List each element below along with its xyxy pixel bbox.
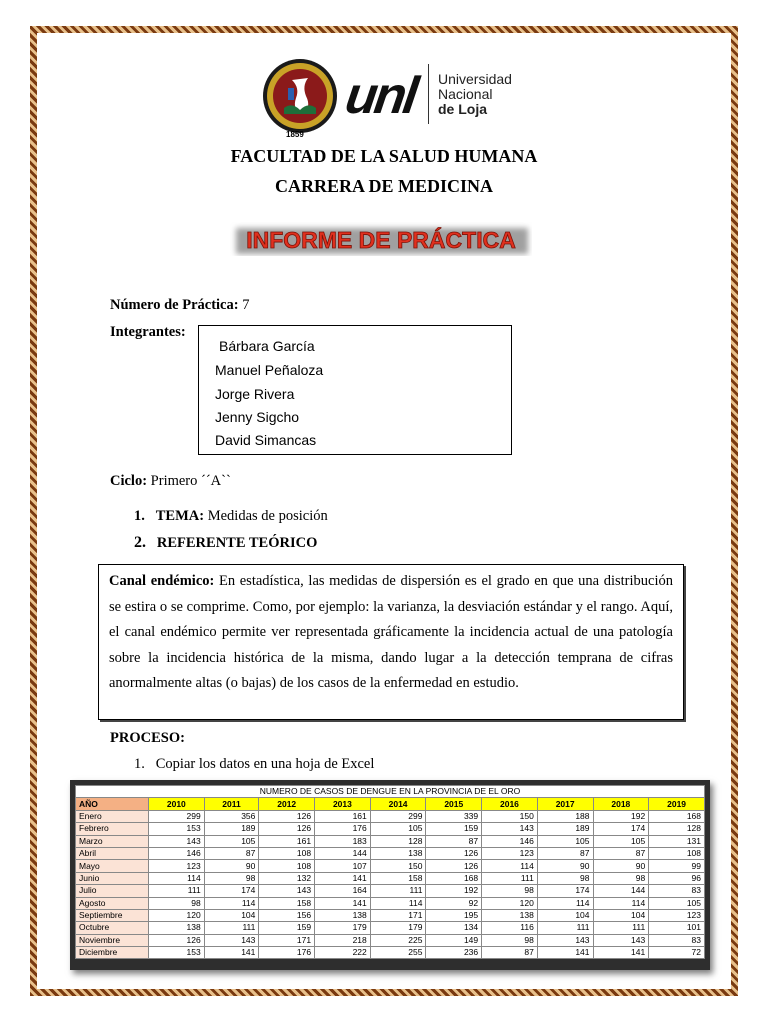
table-value-cell: 114: [537, 897, 593, 909]
table-value-cell: 116: [482, 922, 538, 934]
table-value-cell: 105: [537, 835, 593, 847]
table-value-cell: 156: [259, 909, 315, 921]
table-value-cell: 132: [259, 872, 315, 884]
dengue-cases-table: [75, 785, 705, 959]
section-theory: [134, 534, 317, 552]
table-value-cell: 90: [204, 860, 259, 872]
table-row: [76, 872, 705, 884]
table-value-cell: 153: [149, 823, 205, 835]
table-value-cell: 114: [370, 897, 426, 909]
table-value-cell: 144: [593, 885, 649, 897]
table-value-cell: 222: [315, 947, 371, 959]
table-value-cell: 104: [593, 909, 649, 921]
table-value-cell: 72: [649, 947, 705, 959]
table-value-cell: 105: [370, 823, 426, 835]
dengue-table-screenshot: [70, 780, 710, 970]
table-value-cell: 98: [149, 897, 205, 909]
university-name: [438, 72, 512, 117]
table-row: [76, 897, 705, 909]
faculty-title: FACULTAD DE LA SALUD HUMANA: [230, 146, 538, 166]
table-value-cell: 161: [315, 810, 371, 822]
theory-box: [98, 564, 684, 720]
table-value-cell: 126: [426, 860, 482, 872]
table-month-cell: Marzo: [76, 835, 149, 847]
table-value-cell: 98: [593, 872, 649, 884]
table-value-cell: 114: [482, 860, 538, 872]
table-value-cell: 141: [204, 947, 259, 959]
report-banner-text: INFORME DE PRÁCTICA: [246, 227, 516, 253]
table-header-cell: 2017: [537, 798, 593, 810]
table-value-cell: 176: [315, 823, 371, 835]
table-value-cell: 174: [537, 885, 593, 897]
theory-term: Canal endémico:: [109, 573, 215, 589]
career-title: CARRERA DE MEDICINA: [274, 176, 493, 196]
table-value-cell: 83: [649, 885, 705, 897]
process-step-text: Copiar los datos en una hoja de Excel: [155, 756, 375, 772]
table-title: NUMERO DE CASOS DE DENGUE EN LA PROVINCIA DE EL ORO: [76, 786, 705, 798]
table-header-row: [76, 798, 705, 810]
table-month-cell: Febrero: [76, 823, 149, 835]
table-value-cell: 114: [593, 897, 649, 909]
table-value-cell: 143: [537, 934, 593, 946]
table-value-cell: 111: [537, 922, 593, 934]
table-value-cell: 138: [482, 909, 538, 921]
table-header-cell: 2015: [426, 798, 482, 810]
table-value-cell: 188: [537, 810, 593, 822]
university-seal-icon: [262, 58, 338, 134]
table-value-cell: 149: [426, 934, 482, 946]
table-value-cell: 131: [649, 835, 705, 847]
member-name: Jorge Rivera: [215, 386, 295, 402]
table-value-cell: 98: [204, 872, 259, 884]
table-row: [76, 835, 705, 847]
table-month-cell: Junio: [76, 872, 149, 884]
section-topic: [134, 508, 328, 525]
table-value-cell: 183: [315, 835, 371, 847]
table-value-cell: 159: [426, 823, 482, 835]
table-value-cell: 134: [426, 922, 482, 934]
table-value-cell: 146: [482, 835, 538, 847]
table-month-cell: Abril: [76, 847, 149, 859]
table-value-cell: 108: [649, 847, 705, 859]
university-name-line3: de Loja: [438, 101, 488, 117]
table-value-cell: 87: [426, 835, 482, 847]
section-theory-label: REFERENTE TEÓRICO: [156, 535, 318, 551]
table-value-cell: 138: [370, 847, 426, 859]
table-value-cell: 83: [649, 934, 705, 946]
table-month-cell: Agosto: [76, 897, 149, 909]
table-header-cell: 2019: [649, 798, 705, 810]
table-value-cell: 120: [149, 909, 205, 921]
table-value-cell: 114: [149, 872, 205, 884]
table-header-cell: 2011: [204, 798, 259, 810]
table-value-cell: 105: [593, 835, 649, 847]
table-value-cell: 174: [593, 823, 649, 835]
table-row: [76, 934, 705, 946]
table-value-cell: 101: [649, 922, 705, 934]
table-header-cell: 2014: [370, 798, 426, 810]
report-banner: [230, 222, 532, 256]
table-value-cell: 104: [537, 909, 593, 921]
university-name-line1: Universidad: [438, 71, 512, 87]
table-value-cell: 150: [482, 810, 538, 822]
table-value-cell: 158: [370, 872, 426, 884]
table-row: [76, 823, 705, 835]
table-value-cell: 192: [593, 810, 649, 822]
members-label-text: Integrantes:: [110, 324, 186, 340]
table-header-cell: 2010: [149, 798, 205, 810]
table-value-cell: 161: [259, 835, 315, 847]
table-value-cell: 143: [259, 885, 315, 897]
university-logo: [262, 58, 522, 142]
table-value-cell: 87: [537, 847, 593, 859]
table-value-cell: 98: [537, 872, 593, 884]
table-row: [76, 947, 705, 959]
table-value-cell: 126: [259, 823, 315, 835]
table-value-cell: 144: [315, 847, 371, 859]
cycle-label: Ciclo:: [110, 473, 148, 489]
table-value-cell: 123: [649, 909, 705, 921]
table-value-cell: 164: [315, 885, 371, 897]
table-value-cell: 111: [593, 922, 649, 934]
table-value-cell: 146: [149, 847, 205, 859]
logo-divider: [428, 64, 429, 124]
table-value-cell: 356: [204, 810, 259, 822]
table-value-cell: 171: [259, 934, 315, 946]
table-value-cell: 141: [315, 872, 371, 884]
table-value-cell: 141: [315, 897, 371, 909]
theory-text: En estadística, las medidas de dispersión es el grado en que una distribución se estira o se comprime. Como, por ejemplo: la varianza, la desviación estándar y el rango. Aquí, el canal endémico permite ver representada gráficamente la incidencia actual de una patología sobre la incidencia histórica de la misma, dando lugar a la detección temprana de cifras anormalmente altas (o bajas) de los casos de la enfermedad en estudio.: [109, 573, 674, 691]
table-value-cell: 104: [204, 909, 259, 921]
table-month-cell: Mayo: [76, 860, 149, 872]
table-value-cell: 128: [649, 823, 705, 835]
table-value-cell: 87: [204, 847, 259, 859]
table-value-cell: 98: [482, 934, 538, 946]
table-value-cell: 120: [482, 897, 538, 909]
table-row: [76, 909, 705, 921]
members-box: [198, 325, 512, 455]
process-label: PROCESO:: [110, 730, 185, 746]
member-name: Bárbara García: [219, 338, 315, 354]
table-month-cell: Noviembre: [76, 934, 149, 946]
table-month-cell: Octubre: [76, 922, 149, 934]
table-value-cell: 176: [259, 947, 315, 959]
table-row: [76, 847, 705, 859]
table-value-cell: 92: [426, 897, 482, 909]
table-value-cell: 114: [204, 897, 259, 909]
table-value-cell: 105: [649, 897, 705, 909]
founding-year: 1859: [286, 130, 304, 139]
table-value-cell: 179: [315, 922, 371, 934]
table-value-cell: 225: [370, 934, 426, 946]
table-value-cell: 141: [537, 947, 593, 959]
table-month-cell: Julio: [76, 885, 149, 897]
table-value-cell: 143: [593, 934, 649, 946]
table-value-cell: 90: [537, 860, 593, 872]
process-step-number: 1.: [134, 756, 145, 772]
table-month-cell: Septiembre: [76, 909, 149, 921]
table-value-cell: 126: [259, 810, 315, 822]
table-value-cell: 195: [426, 909, 482, 921]
table-value-cell: 99: [649, 860, 705, 872]
table-value-cell: 192: [426, 885, 482, 897]
table-value-cell: 339: [426, 810, 482, 822]
table-value-cell: 218: [315, 934, 371, 946]
table-value-cell: 107: [315, 860, 371, 872]
table-value-cell: 158: [259, 897, 315, 909]
section-topic-number: 1.: [134, 508, 145, 524]
table-value-cell: 108: [259, 847, 315, 859]
table-value-cell: 108: [259, 860, 315, 872]
table-value-cell: 143: [204, 934, 259, 946]
practice-number-label: Número de Práctica:: [110, 297, 239, 313]
process-step: [134, 756, 374, 773]
cycle: [110, 473, 231, 490]
table-value-cell: 143: [149, 835, 205, 847]
table-header-cell: AÑO: [76, 798, 149, 810]
table-value-cell: 126: [149, 934, 205, 946]
table-value-cell: 168: [649, 810, 705, 822]
process-heading: [110, 730, 185, 747]
table-value-cell: 150: [370, 860, 426, 872]
unl-wordmark: unl: [341, 67, 420, 125]
table-value-cell: 111: [204, 922, 259, 934]
table-value-cell: 299: [370, 810, 426, 822]
section-topic-label: TEMA:: [155, 508, 205, 524]
table-row: [76, 810, 705, 822]
table-row: [76, 922, 705, 934]
table-month-cell: Diciembre: [76, 947, 149, 959]
table-value-cell: 128: [370, 835, 426, 847]
table-value-cell: 138: [149, 922, 205, 934]
table-value-cell: 179: [370, 922, 426, 934]
table-value-cell: 105: [204, 835, 259, 847]
table-value-cell: 159: [259, 922, 315, 934]
table-value-cell: 123: [482, 847, 538, 859]
table-value-cell: 87: [593, 847, 649, 859]
practice-number-value: 7: [242, 297, 250, 313]
table-row: [76, 860, 705, 872]
table-value-cell: 111: [370, 885, 426, 897]
section-theory-number: 2.: [134, 534, 146, 551]
table-header-cell: 2018: [593, 798, 649, 810]
table-row: [76, 885, 705, 897]
table-value-cell: 98: [482, 885, 538, 897]
table-value-cell: 189: [537, 823, 593, 835]
table-value-cell: 236: [426, 947, 482, 959]
table-header-cell: 2013: [315, 798, 371, 810]
table-value-cell: 171: [370, 909, 426, 921]
table-value-cell: 255: [370, 947, 426, 959]
table-value-cell: 123: [149, 860, 205, 872]
member-name: Manuel Peñaloza: [215, 362, 324, 378]
member-name: David Simancas: [215, 432, 317, 448]
table-value-cell: 143: [482, 823, 538, 835]
table-value-cell: 90: [593, 860, 649, 872]
table-value-cell: 111: [149, 885, 205, 897]
section-topic-value: Medidas de posición: [207, 508, 328, 524]
practice-number: [110, 297, 249, 314]
members-label: [110, 324, 186, 341]
table-value-cell: 153: [149, 947, 205, 959]
table-header-cell: 2016: [482, 798, 538, 810]
table-value-cell: 189: [204, 823, 259, 835]
table-value-cell: 138: [315, 909, 371, 921]
table-value-cell: 174: [204, 885, 259, 897]
table-header-cell: 2012: [259, 798, 315, 810]
table-value-cell: 141: [593, 947, 649, 959]
table-value-cell: 299: [149, 810, 205, 822]
table-value-cell: 111: [482, 872, 538, 884]
cycle-value: Primero ´´A``: [150, 473, 231, 489]
table-value-cell: 87: [482, 947, 538, 959]
university-name-line2: Nacional: [438, 86, 493, 102]
table-value-cell: 126: [426, 847, 482, 859]
member-name: Jenny Sigcho: [215, 409, 300, 425]
table-value-cell: 168: [426, 872, 482, 884]
table-value-cell: 96: [649, 872, 705, 884]
table-month-cell: Enero: [76, 810, 149, 822]
